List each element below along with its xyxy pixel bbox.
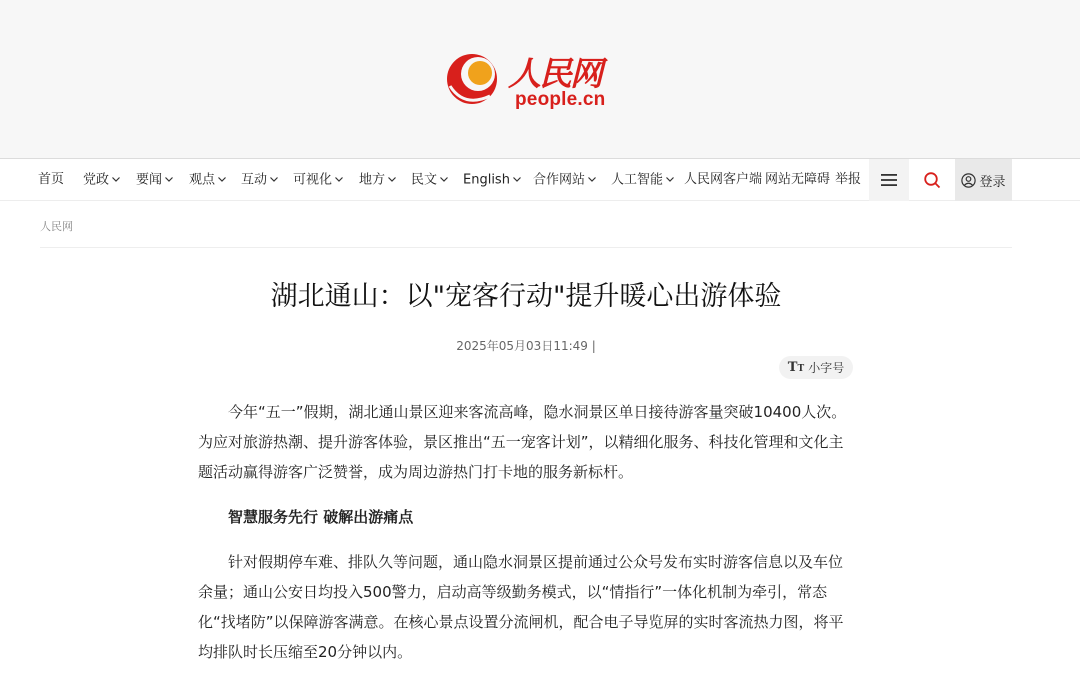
article-date: 2025年05月03日11:49 | bbox=[456, 339, 596, 353]
chevron-down-icon bbox=[440, 158, 448, 200]
nav-item-label: 网站无障碍 bbox=[765, 172, 831, 187]
login-label: 登录 bbox=[979, 174, 1006, 190]
nav-item-10[interactable] bbox=[611, 159, 674, 201]
font-size-icon: TT bbox=[787, 360, 805, 375]
chevron-down-icon bbox=[513, 158, 521, 200]
nav-item-label: 要闻 bbox=[136, 172, 163, 188]
nav-item-label: 互动 bbox=[241, 172, 268, 188]
nav-item-label: 可视化 bbox=[293, 172, 333, 188]
content-divider bbox=[40, 247, 1012, 248]
nav-item-9[interactable] bbox=[533, 159, 596, 201]
article-paragraph: 今年“五一”假期，湖北通山景区迎来客流高峰，隐水洞景区单日接待游客量突破10400人次。为应对旅游热潮、提升游客体验，景区推出“五一宠客计划”，以精细化服务、科技化管理和文化主题活动赢得游客广泛赞誉，成为周边游热门打卡地的服务新标杆。 bbox=[198, 403, 847, 481]
article-paragraph: 针对假期停车难、排队久等问题，通山隐水洞景区提前通过公众号发布实时游客信息以及车位余量；通山公安日均投入500警力，启动高等级勤务模式，以“情指行”一体化机制为牵引，常态化“找堵防”以保障游客满意。在核心景点设置分流闸机，配合电子导览屏的实时客流热力图，将平均排队时长压缩至20分钟以内。 bbox=[198, 553, 844, 661]
breadcrumb[interactable]: 人民网 bbox=[40, 220, 73, 233]
nav-item-1[interactable] bbox=[83, 159, 120, 201]
menu-button[interactable] bbox=[869, 159, 909, 201]
nav-item-label: 人工智能 bbox=[611, 172, 664, 188]
font-size-toggle-button[interactable] bbox=[779, 356, 853, 379]
chevron-down-icon bbox=[218, 158, 226, 200]
nav-item-label: 地方 bbox=[359, 172, 386, 188]
nav-item-13[interactable] bbox=[835, 159, 861, 201]
nav-item-7[interactable] bbox=[411, 159, 448, 201]
chevron-down-icon bbox=[112, 158, 120, 200]
hamburger-icon bbox=[881, 173, 897, 187]
logo-emblem-icon bbox=[444, 46, 508, 110]
article-title: 湖北通山：以"宠客行动"提升暖心出游体验 bbox=[270, 281, 782, 312]
user-icon bbox=[961, 173, 976, 188]
chevron-down-icon bbox=[388, 158, 396, 200]
nav-item-8[interactable] bbox=[463, 159, 521, 201]
nav-item-12[interactable] bbox=[765, 159, 830, 201]
chevron-down-icon bbox=[335, 158, 343, 200]
nav-item-label: 合作网站 bbox=[533, 172, 586, 188]
nav-item-2[interactable] bbox=[136, 159, 173, 201]
search-icon bbox=[924, 172, 941, 189]
search-button[interactable] bbox=[911, 159, 953, 201]
nav-item-0[interactable] bbox=[38, 159, 64, 201]
nav-item-label: 观点 bbox=[189, 172, 216, 188]
login-button[interactable] bbox=[955, 159, 1012, 201]
people-cn-logo[interactable] bbox=[444, 46, 614, 110]
article-body bbox=[198, 397, 855, 667]
chevron-down-icon bbox=[270, 158, 278, 200]
article-subheading: 智慧服务先行 破解出游痛点 bbox=[228, 508, 414, 526]
nav-item-label: 举报 bbox=[835, 172, 862, 187]
nav-item-3[interactable] bbox=[189, 159, 226, 201]
nav-item-5[interactable] bbox=[293, 159, 343, 201]
nav-item-label: 民文 bbox=[411, 172, 438, 188]
chevron-down-icon bbox=[165, 158, 173, 200]
nav-item-label: 首页 bbox=[38, 172, 65, 187]
nav-item-label: 党政 bbox=[83, 172, 110, 188]
nav-item-4[interactable] bbox=[241, 159, 278, 201]
nav-item-6[interactable] bbox=[359, 159, 396, 201]
main-navigation bbox=[0, 158, 1080, 201]
logo-en-text: people.cn bbox=[515, 89, 606, 110]
nav-item-11[interactable] bbox=[684, 159, 762, 201]
chevron-down-icon bbox=[666, 158, 674, 200]
nav-item-label: 人民网客户端 bbox=[684, 172, 763, 187]
nav-item-label: English bbox=[463, 172, 510, 188]
logo-cn-text: 人民网 bbox=[508, 54, 601, 93]
chevron-down-icon bbox=[588, 158, 596, 200]
site-header bbox=[0, 0, 1080, 158]
font-size-toggle-label: 小字号 bbox=[808, 361, 845, 375]
